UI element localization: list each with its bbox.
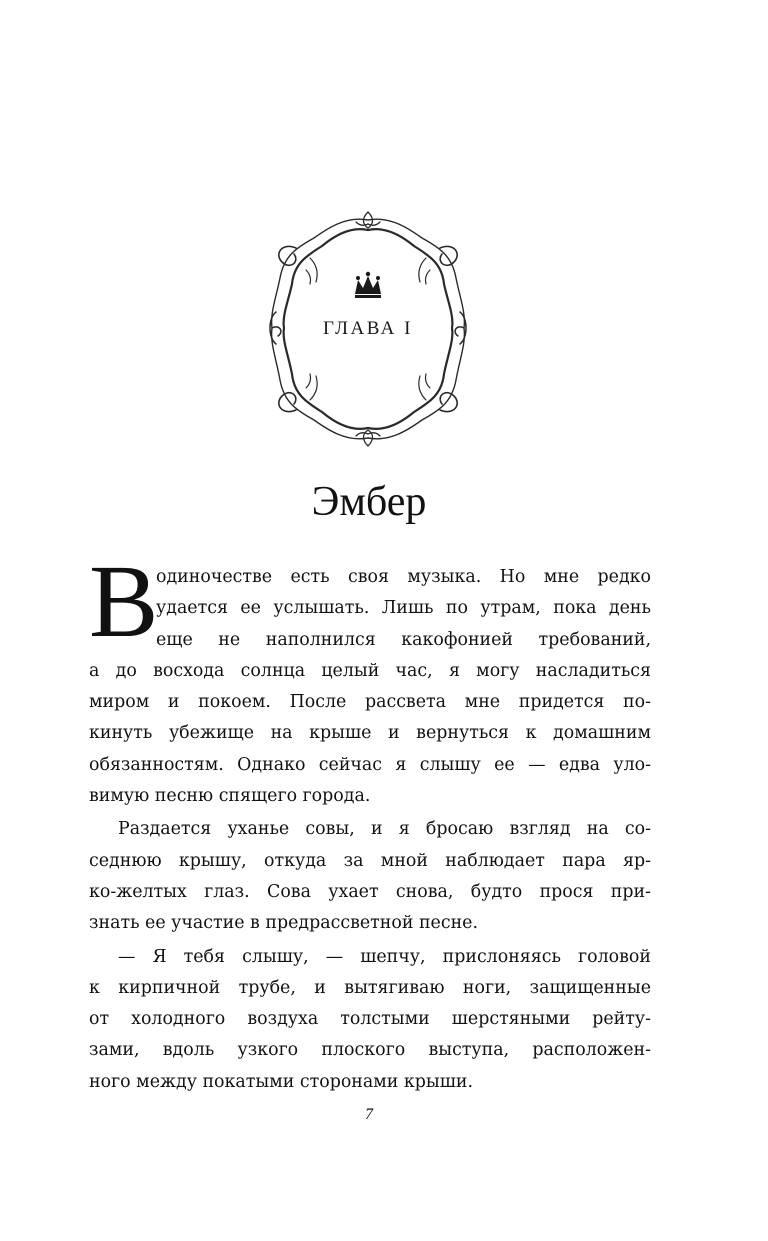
text-line: Раздается уханье совы, и я бросаю взгляд на со-: [118, 819, 651, 840]
text-line: миром и покоем. После рассвета мне придется по-: [89, 692, 651, 713]
text-line: ко-желтых глаз. Сова ухает снова, будто прося при-: [89, 881, 651, 902]
text-line: — Я тебя слышу, — шепчу, прислоняясь головой: [118, 946, 651, 967]
text-line: еще не наполнился какофонией требований,: [156, 629, 651, 650]
text-line: седнюю крышу, откуда за мной наблюдает пара яр-: [89, 850, 651, 871]
text-line: вимую песню спящего города.: [89, 786, 371, 807]
paragraph: [89, 942, 651, 1098]
text-line: знать ее участие в предрассветной песне.: [89, 913, 478, 934]
text-line: ного между покатыми сторонами крыши.: [89, 1071, 474, 1092]
text-line: от холодного воздуха толстыми шерстяными рейту-: [89, 1009, 651, 1030]
text-line: а до восхода солнца целый час, я могу насладиться: [89, 660, 651, 681]
text-line: кинуть убежище на крыше и вернуться к домашним: [89, 723, 651, 744]
text-line: обязанностям. Однако сейчас я слышу ее — едва уло-: [89, 754, 651, 775]
text-line: зами, вдоль узкого плоского выступа, расположен-: [89, 1040, 651, 1061]
paragraph: [89, 562, 651, 812]
paragraph: [89, 814, 651, 939]
chapter-label: ГЛАВА I: [323, 318, 413, 339]
crown-icon: [355, 272, 381, 298]
text-line: одиночестве есть своя музыка. Но мне редко: [156, 567, 651, 587]
drop-cap: В: [89, 544, 159, 659]
text-line: удается ее услышать. Лишь по утрам, пока день: [156, 598, 651, 619]
text-line: к кирпичной трубе, и вытягиваю ноги, защищенные: [89, 977, 651, 998]
page-number: 7: [365, 1106, 373, 1123]
chapter-title: Эмбер: [311, 479, 427, 525]
body-text: [89, 562, 651, 1100]
